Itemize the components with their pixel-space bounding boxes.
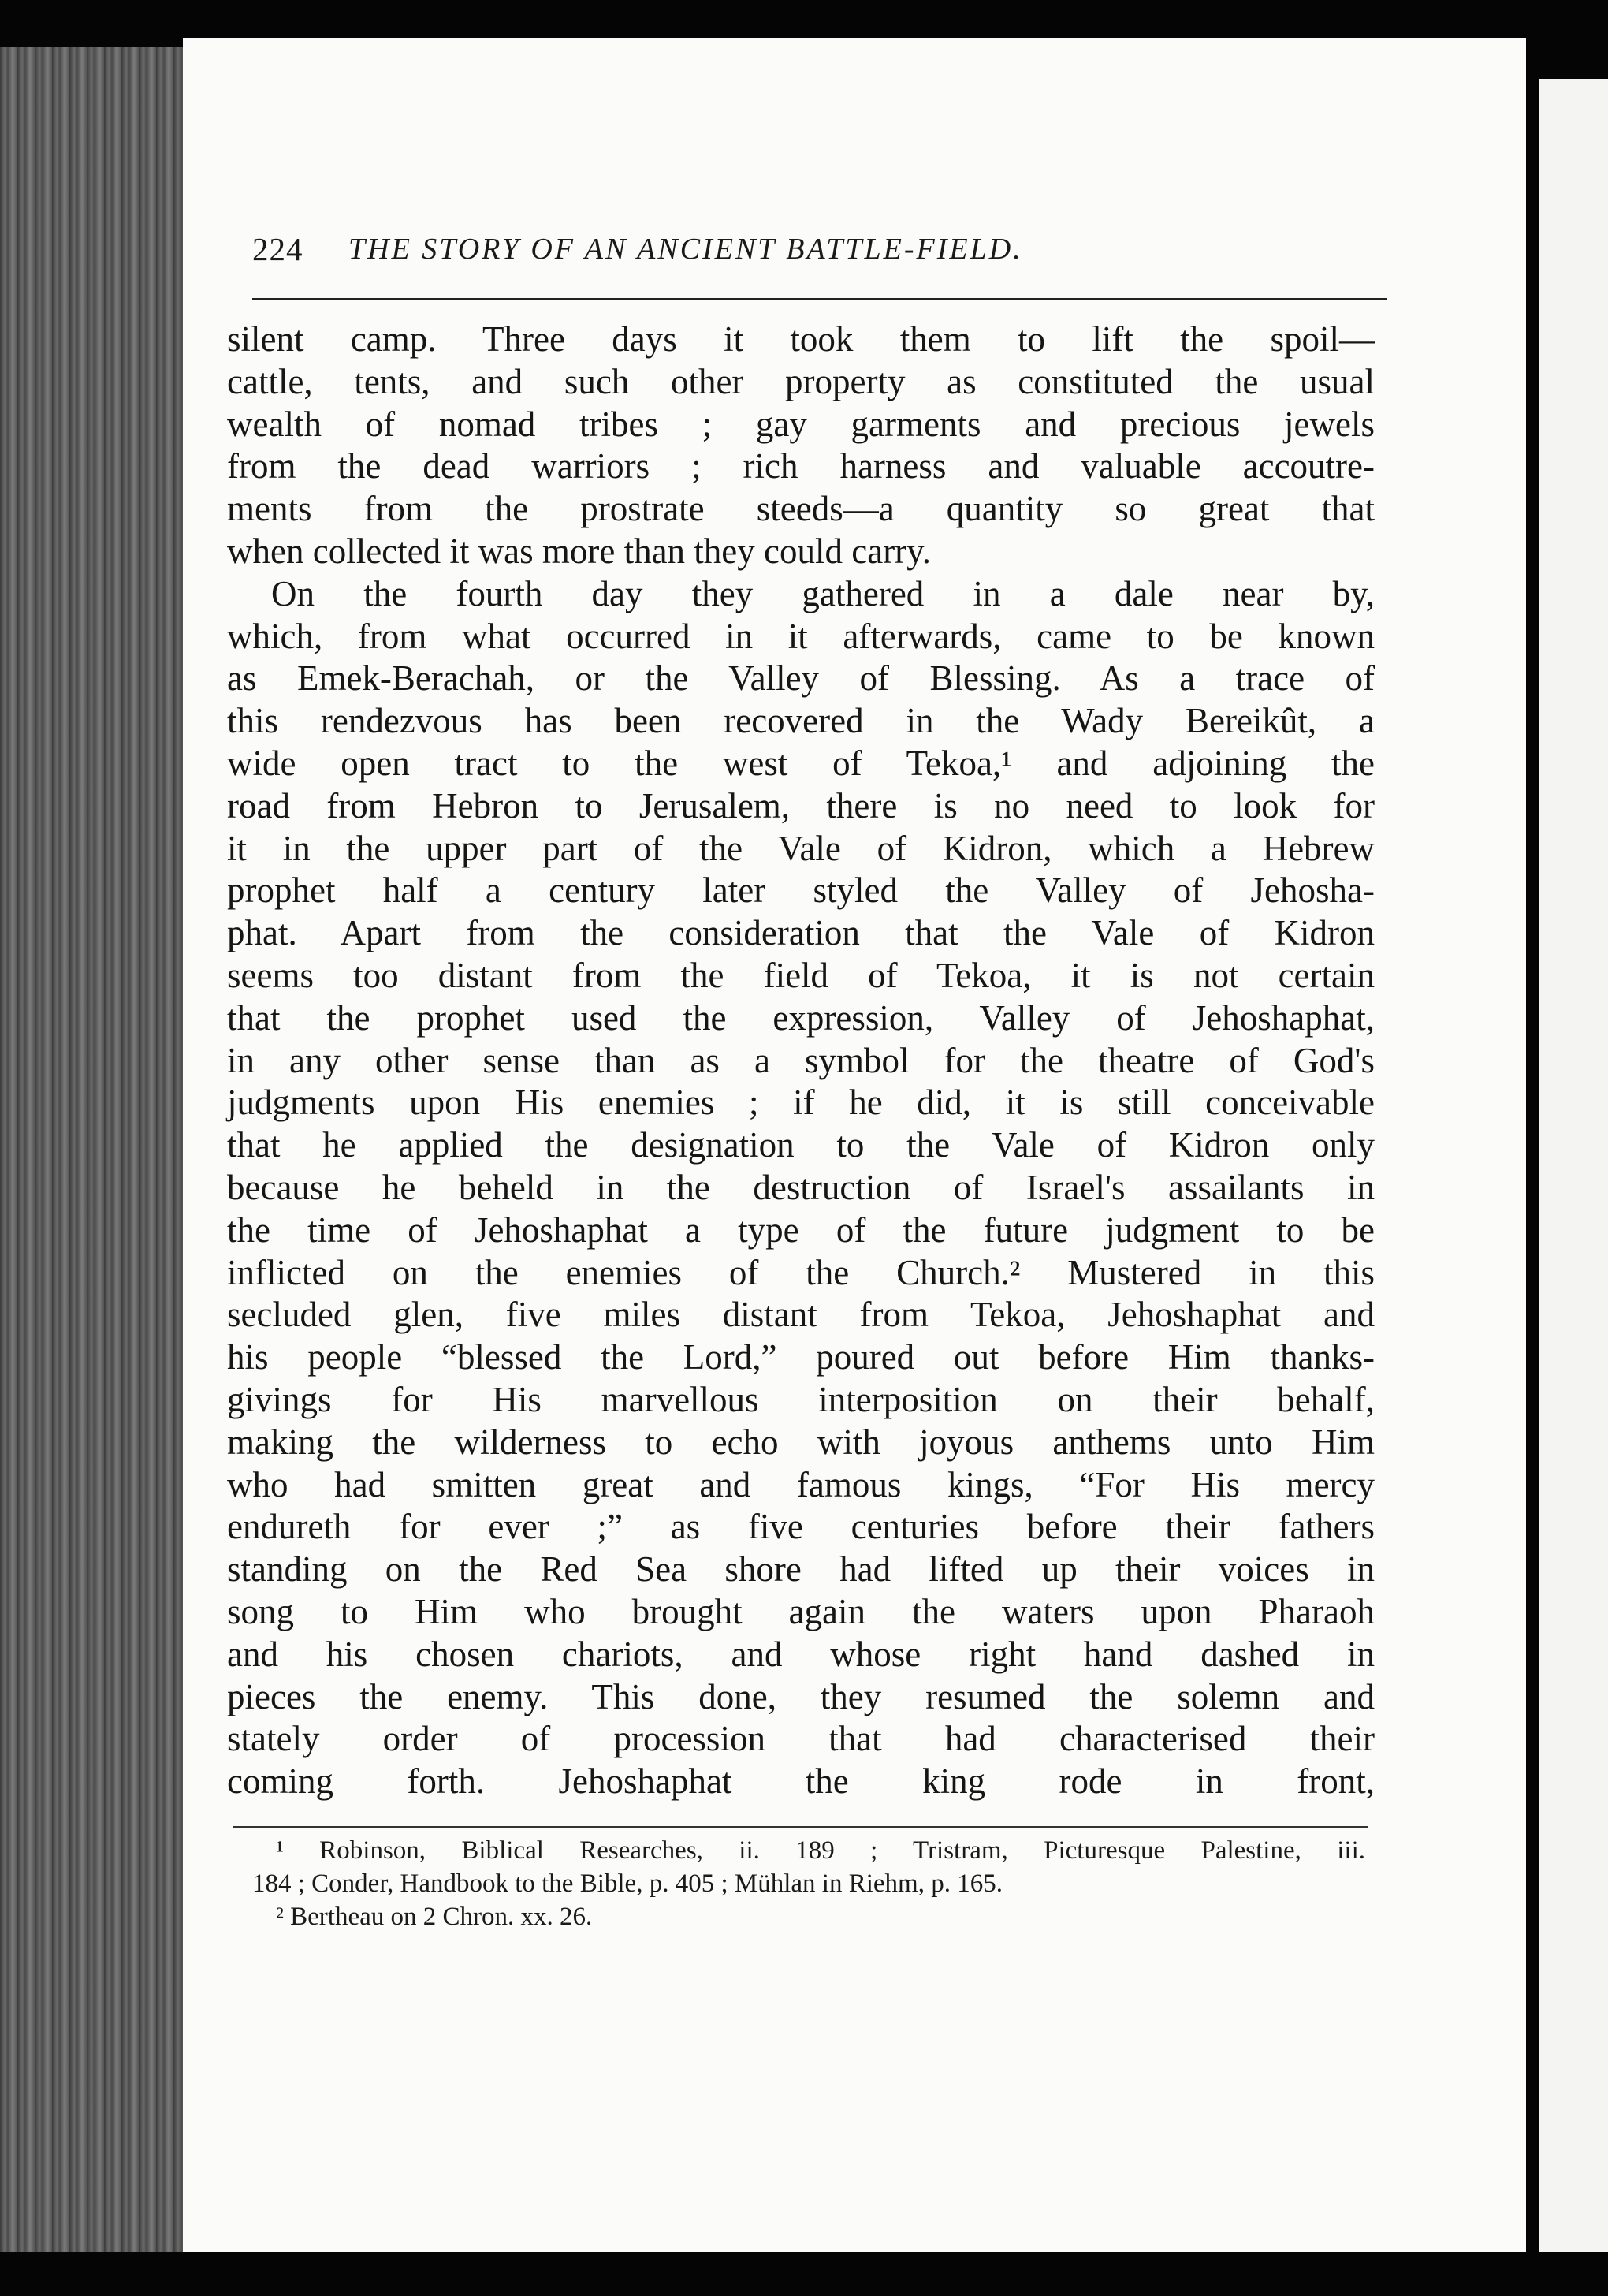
- body-line: On the fourth day they gathered in a dale near by,: [271, 573, 1375, 613]
- body-line: from the dead warriors ; rich harness and valuable accoutre-: [227, 446, 1375, 486]
- body-line: that he applied the designation to the Vale of Kidron only: [227, 1125, 1375, 1165]
- body-line: prophet half a century later styled the Valley of Jehosha-: [227, 870, 1375, 911]
- body-text: [227, 319, 1375, 1803]
- body-line: this rendezvous has been recovered in the Wady Bereikût, a: [227, 701, 1375, 741]
- body-line: phat. Apart from the consideration that the Vale of Kidron: [227, 913, 1375, 953]
- header-rule: [252, 298, 1387, 300]
- page-number: 224: [252, 231, 303, 267]
- body-line: the time of Jehoshaphat a type of the future judgment to be: [227, 1210, 1375, 1250]
- footnote-line: ¹ Robinson, Biblical Researches, ii. 189 ; Tristram, Picturesque Palestine, iii.: [276, 1836, 1365, 1865]
- footnotes: [252, 1834, 1365, 1933]
- body-line: pieces the enemy. This done, they resumed the solemn and: [227, 1676, 1375, 1716]
- running-title: THE STORY OF AN ANCIENT BATTLE-FIELD.: [348, 233, 1023, 266]
- body-line: it in the upper part of the Vale of Kidron, which a Hebrew: [227, 828, 1375, 868]
- body-line: which, from what occurred in it afterwards, came to be known: [227, 616, 1375, 656]
- body-line: in any other sense than as a symbol for the theatre of God's: [227, 1040, 1375, 1080]
- body-line: ments from the prostrate steeds—a quantity so great that: [227, 489, 1375, 529]
- body-line: cattle, tents, and such other property as constituted the usual: [227, 361, 1375, 401]
- body-line: silent camp. Three days it took them to lift the spoil—: [227, 319, 1375, 359]
- body-line: stately order of procession that had characterised their: [227, 1719, 1375, 1759]
- footnote-rule: [233, 1826, 1368, 1828]
- body-line: wealth of nomad tribes ; gay garments and precious jewels: [227, 404, 1375, 444]
- body-line: coming forth. Jehoshaphat the king rode in front,: [227, 1761, 1375, 1802]
- body-line: inflicted on the enemies of the Church.² Mustered in this: [227, 1252, 1375, 1292]
- body-line: judgments upon His enemies ; if he did, it is still conceivable: [227, 1083, 1375, 1123]
- body-line: endureth for ever ;” as five centuries before their fathers: [227, 1507, 1375, 1547]
- body-line: his people “blessed the Lord,” poured out before Him thanks-: [227, 1337, 1375, 1377]
- body-line: standing on the Red Sea shore had lifted up their voices in: [227, 1549, 1375, 1590]
- body-line: making the wilderness to echo with joyous anthems unto Him: [227, 1422, 1375, 1462]
- body-line: givings for His marvellous interposition on their behalf,: [227, 1379, 1375, 1419]
- body-line: road from Hebron to Jerusalem, there is no need to look for: [227, 785, 1375, 826]
- body-line: as Emek-Berachah, or the Valley of Blessing. As a trace of: [227, 658, 1375, 699]
- footnote-line: ² Bertheau on 2 Chron. xx. 26.: [276, 1903, 593, 1931]
- body-line: that the prophet used the expression, Valley of Jehoshaphat,: [227, 997, 1375, 1038]
- page-header: [252, 230, 1387, 278]
- body-line: when collected it was more than they could carry.: [227, 531, 931, 571]
- body-line: and his chosen chariots, and whose right hand dashed in: [227, 1634, 1375, 1674]
- body-line: wide open tract to the west of Tekoa,¹ and adjoining the: [227, 743, 1375, 783]
- facing-page-edge: [1539, 79, 1608, 2252]
- body-line: seems too distant from the field of Tekoa, it is not certain: [227, 955, 1375, 995]
- body-line: secluded glen, five miles distant from Tekoa, Jehoshaphat and: [227, 1295, 1375, 1335]
- footnote-line: 184 ; Conder, Handbook to the Bible, p. 405 ; Mühlan in Riehm, p. 165.: [252, 1869, 1003, 1898]
- body-line: because he beheld in the destruction of Israel's assailants in: [227, 1167, 1375, 1207]
- body-line: who had smitten great and famous kings, “For His mercy: [227, 1464, 1375, 1504]
- body-line: song to Him who brought again the waters upon Pharaoh: [227, 1591, 1375, 1631]
- page-edge-stack: [0, 47, 183, 2252]
